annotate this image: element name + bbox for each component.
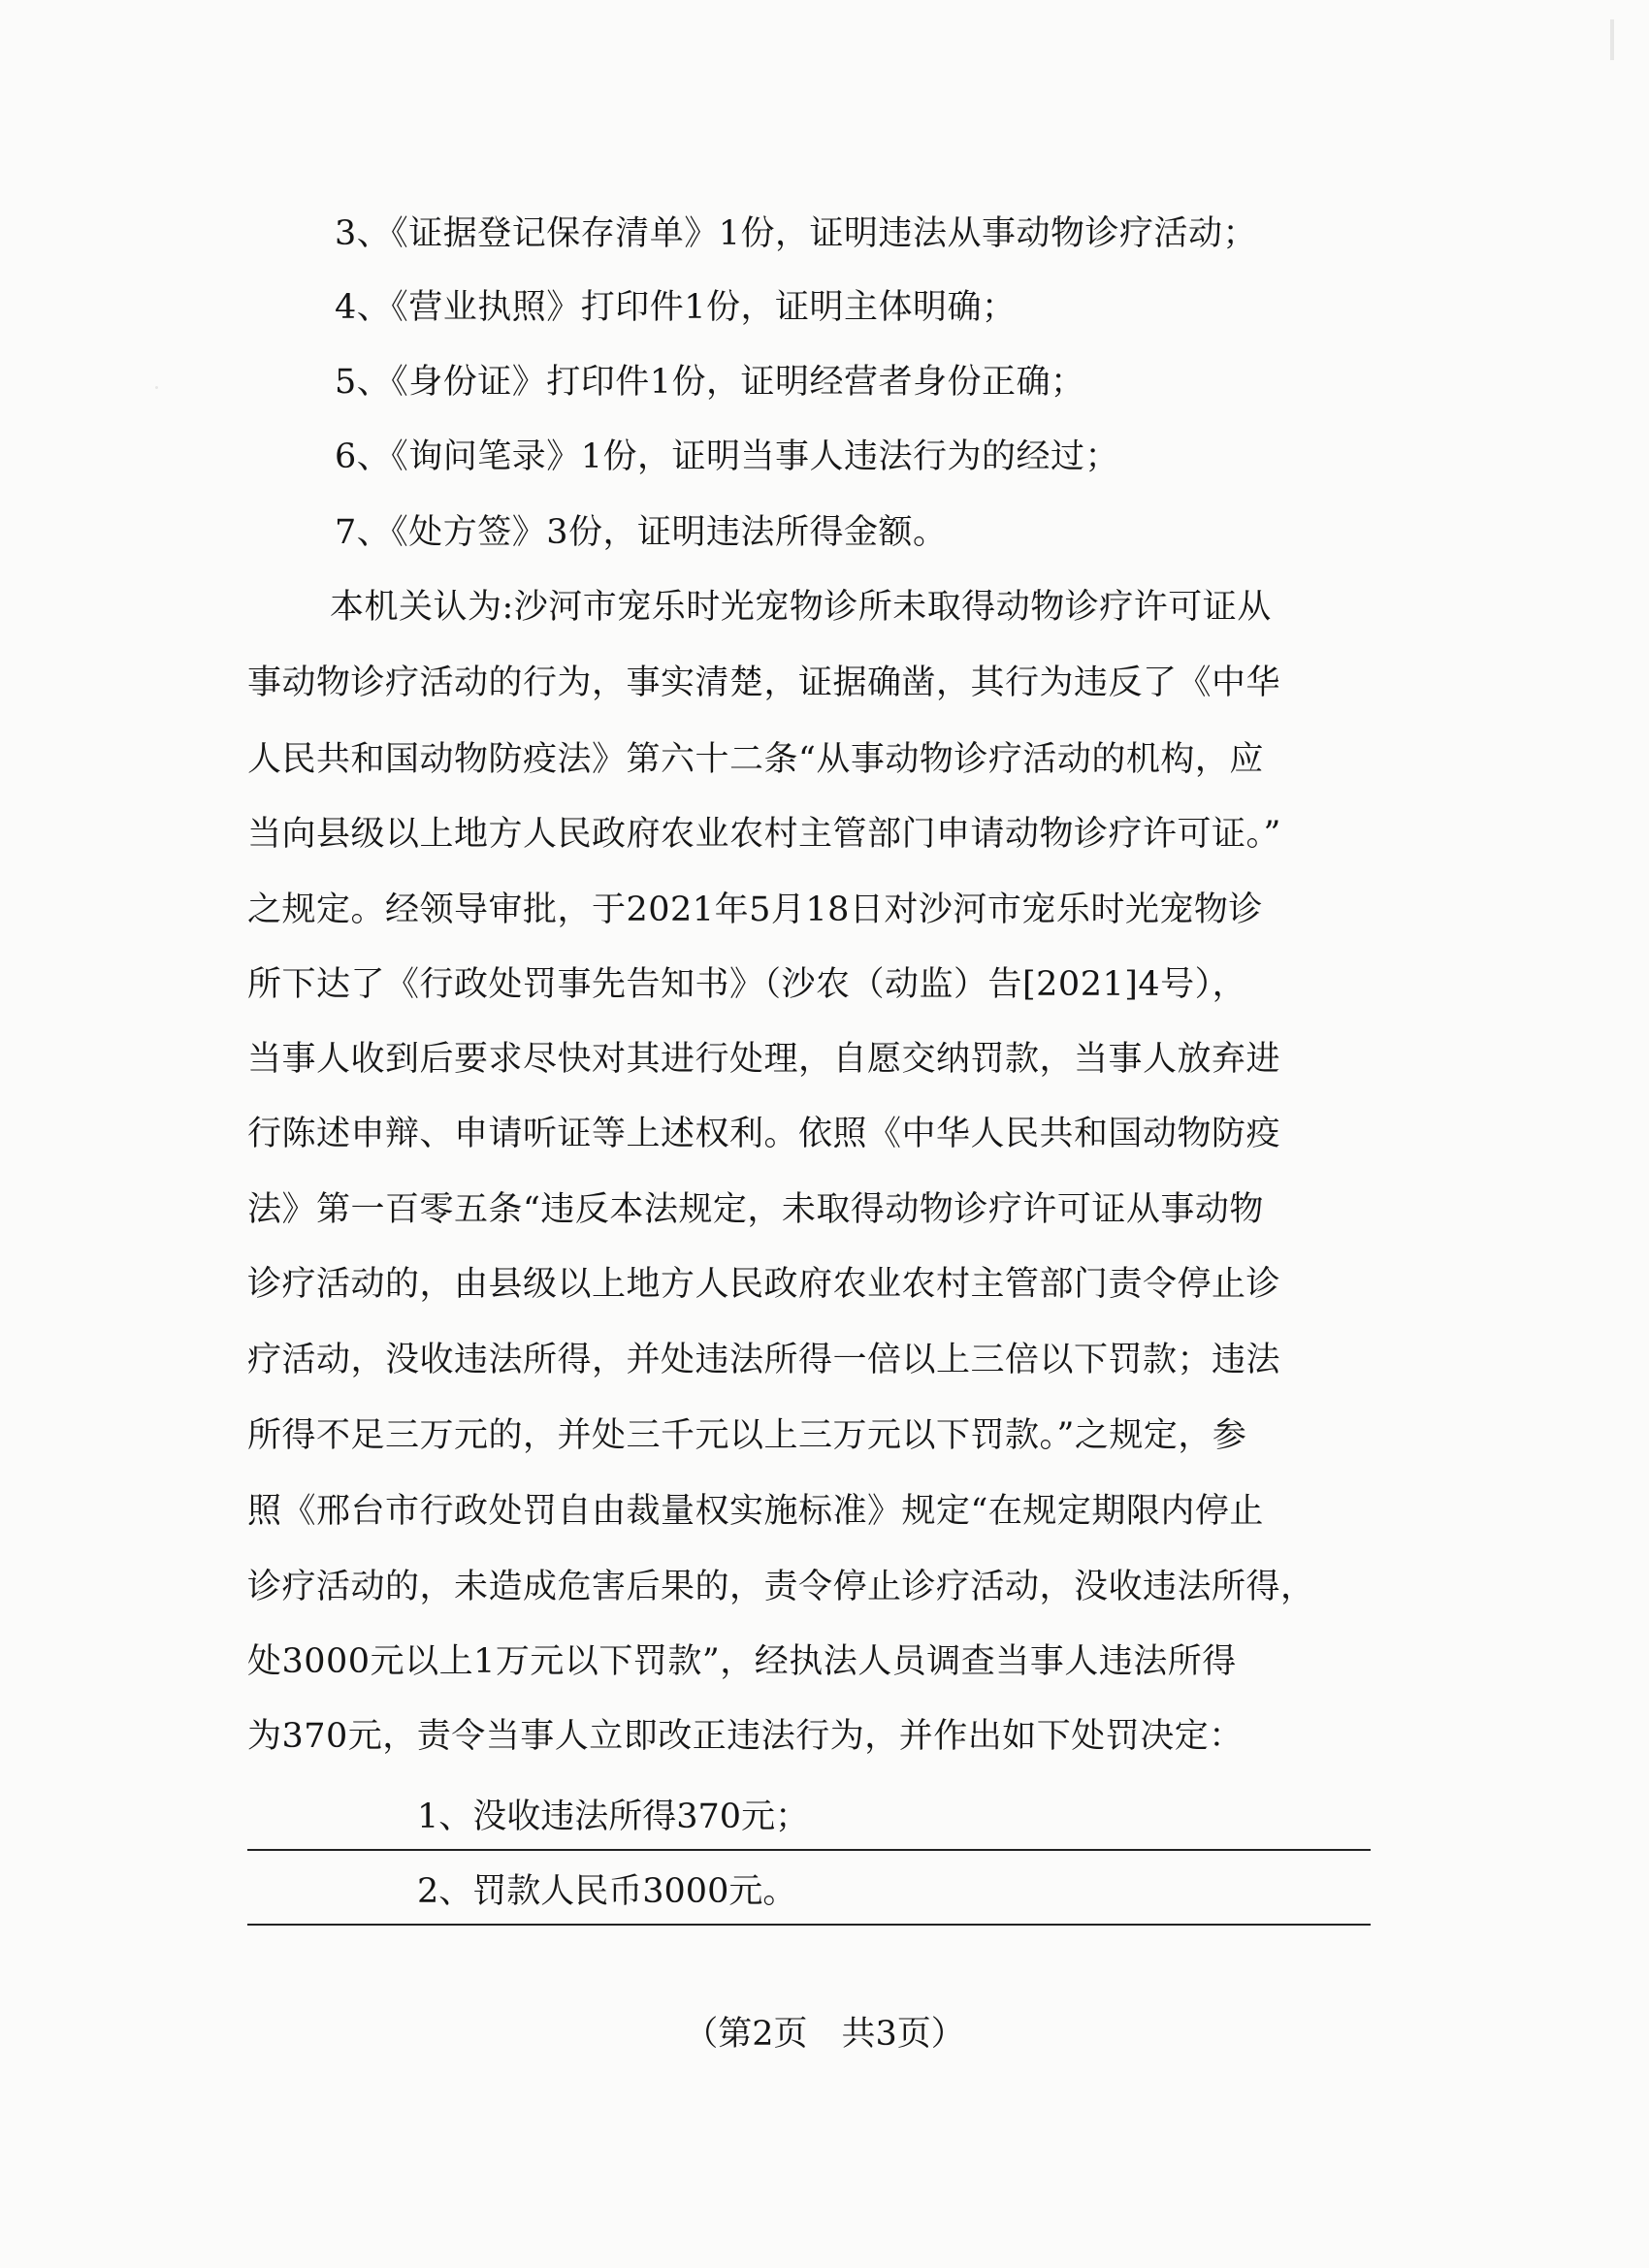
evidence-item-5: 5、《身份证》打印件1份，证明经营者身份正确； xyxy=(335,363,1085,402)
evidence-item-4: 4、《营业执照》打印件1份，证明主体明确； xyxy=(335,288,1017,327)
body-line: 诊疗活动的，未造成危害后果的，责令停止诊疗活动，没收违法所得， xyxy=(247,1568,1315,1606)
body-line: 所得不足三万元的，并处三千元以上三万元以下罚款。”之规定，参 xyxy=(247,1416,1247,1455)
decision-line-1 xyxy=(247,1795,1371,1851)
evidence-item-6: 6、《询问笔录》1份，证明当事人违法行为的经过； xyxy=(335,437,1120,476)
scan-edge-mark xyxy=(1610,19,1614,60)
body-line: 行陈述申辩、申请听证等上述权利。依照《中华人民共和国动物防疫 xyxy=(247,1115,1281,1153)
body-line: 所下达了《行政处罚事先告知书》（沙农（动监）告[2021]4号）， xyxy=(247,965,1247,1004)
body-line: 法》第一百零五条“违反本法规定，未取得动物诊疗许可证从事动物 xyxy=(247,1190,1264,1229)
decision-text-2: 2、罚款人民币3000元。 xyxy=(417,1872,797,1911)
body-line: 人民共和国动物防疫法》第六十二条“从事动物诊疗活动的机构，应 xyxy=(247,740,1264,779)
body-line: 当向县级以上地方人民政府农业农村主管部门申请动物诊疗许可证。” xyxy=(247,815,1281,854)
body-line: 为370元，责令当事人立即改正违法行为，并作出如下处罚决定： xyxy=(247,1717,1244,1756)
decision-line-2 xyxy=(247,1869,1371,1926)
body-line: 照《邢台市行政处罚自由裁量权实施标准》规定“在规定期限内停止 xyxy=(247,1492,1264,1531)
body-line: 之规定。经领导审批，于2021年5月18日对沙河市宠乐时光宠物诊 xyxy=(247,891,1263,929)
body-line: 疗活动，没收违法所得，并处违法所得一倍以上三倍以下罚款；违法 xyxy=(247,1341,1281,1379)
evidence-item-3: 3、《证据登记保存清单》1份，证明违法从事动物诊疗活动； xyxy=(335,214,1258,253)
body-line: 事动物诊疗活动的行为，事实清楚，证据确凿，其行为违反了《中华 xyxy=(247,664,1281,702)
body-line: 当事人收到后要求尽快对其进行处理，自愿交纳罚款，当事人放弃进 xyxy=(247,1040,1281,1079)
body-line: 诊疗活动的，由县级以上地方人民政府农业农村主管部门责令停止诊 xyxy=(247,1265,1281,1304)
body-line: 处3000元以上1万元以下罚款”，经执法人员调查当事人违法所得 xyxy=(247,1642,1237,1681)
scan-dust-mark xyxy=(155,386,158,389)
conclusion-line: 本机关认为:沙河市宠乐时光宠物诊所未取得动物诊疗许可证从 xyxy=(330,588,1272,627)
decision-text-1: 1、没收违法所得370元； xyxy=(417,1798,810,1836)
page-footer: （第2页 共3页） xyxy=(684,2015,965,2054)
evidence-item-7: 7、《处方签》3份，证明违法所得金额。 xyxy=(335,513,948,552)
